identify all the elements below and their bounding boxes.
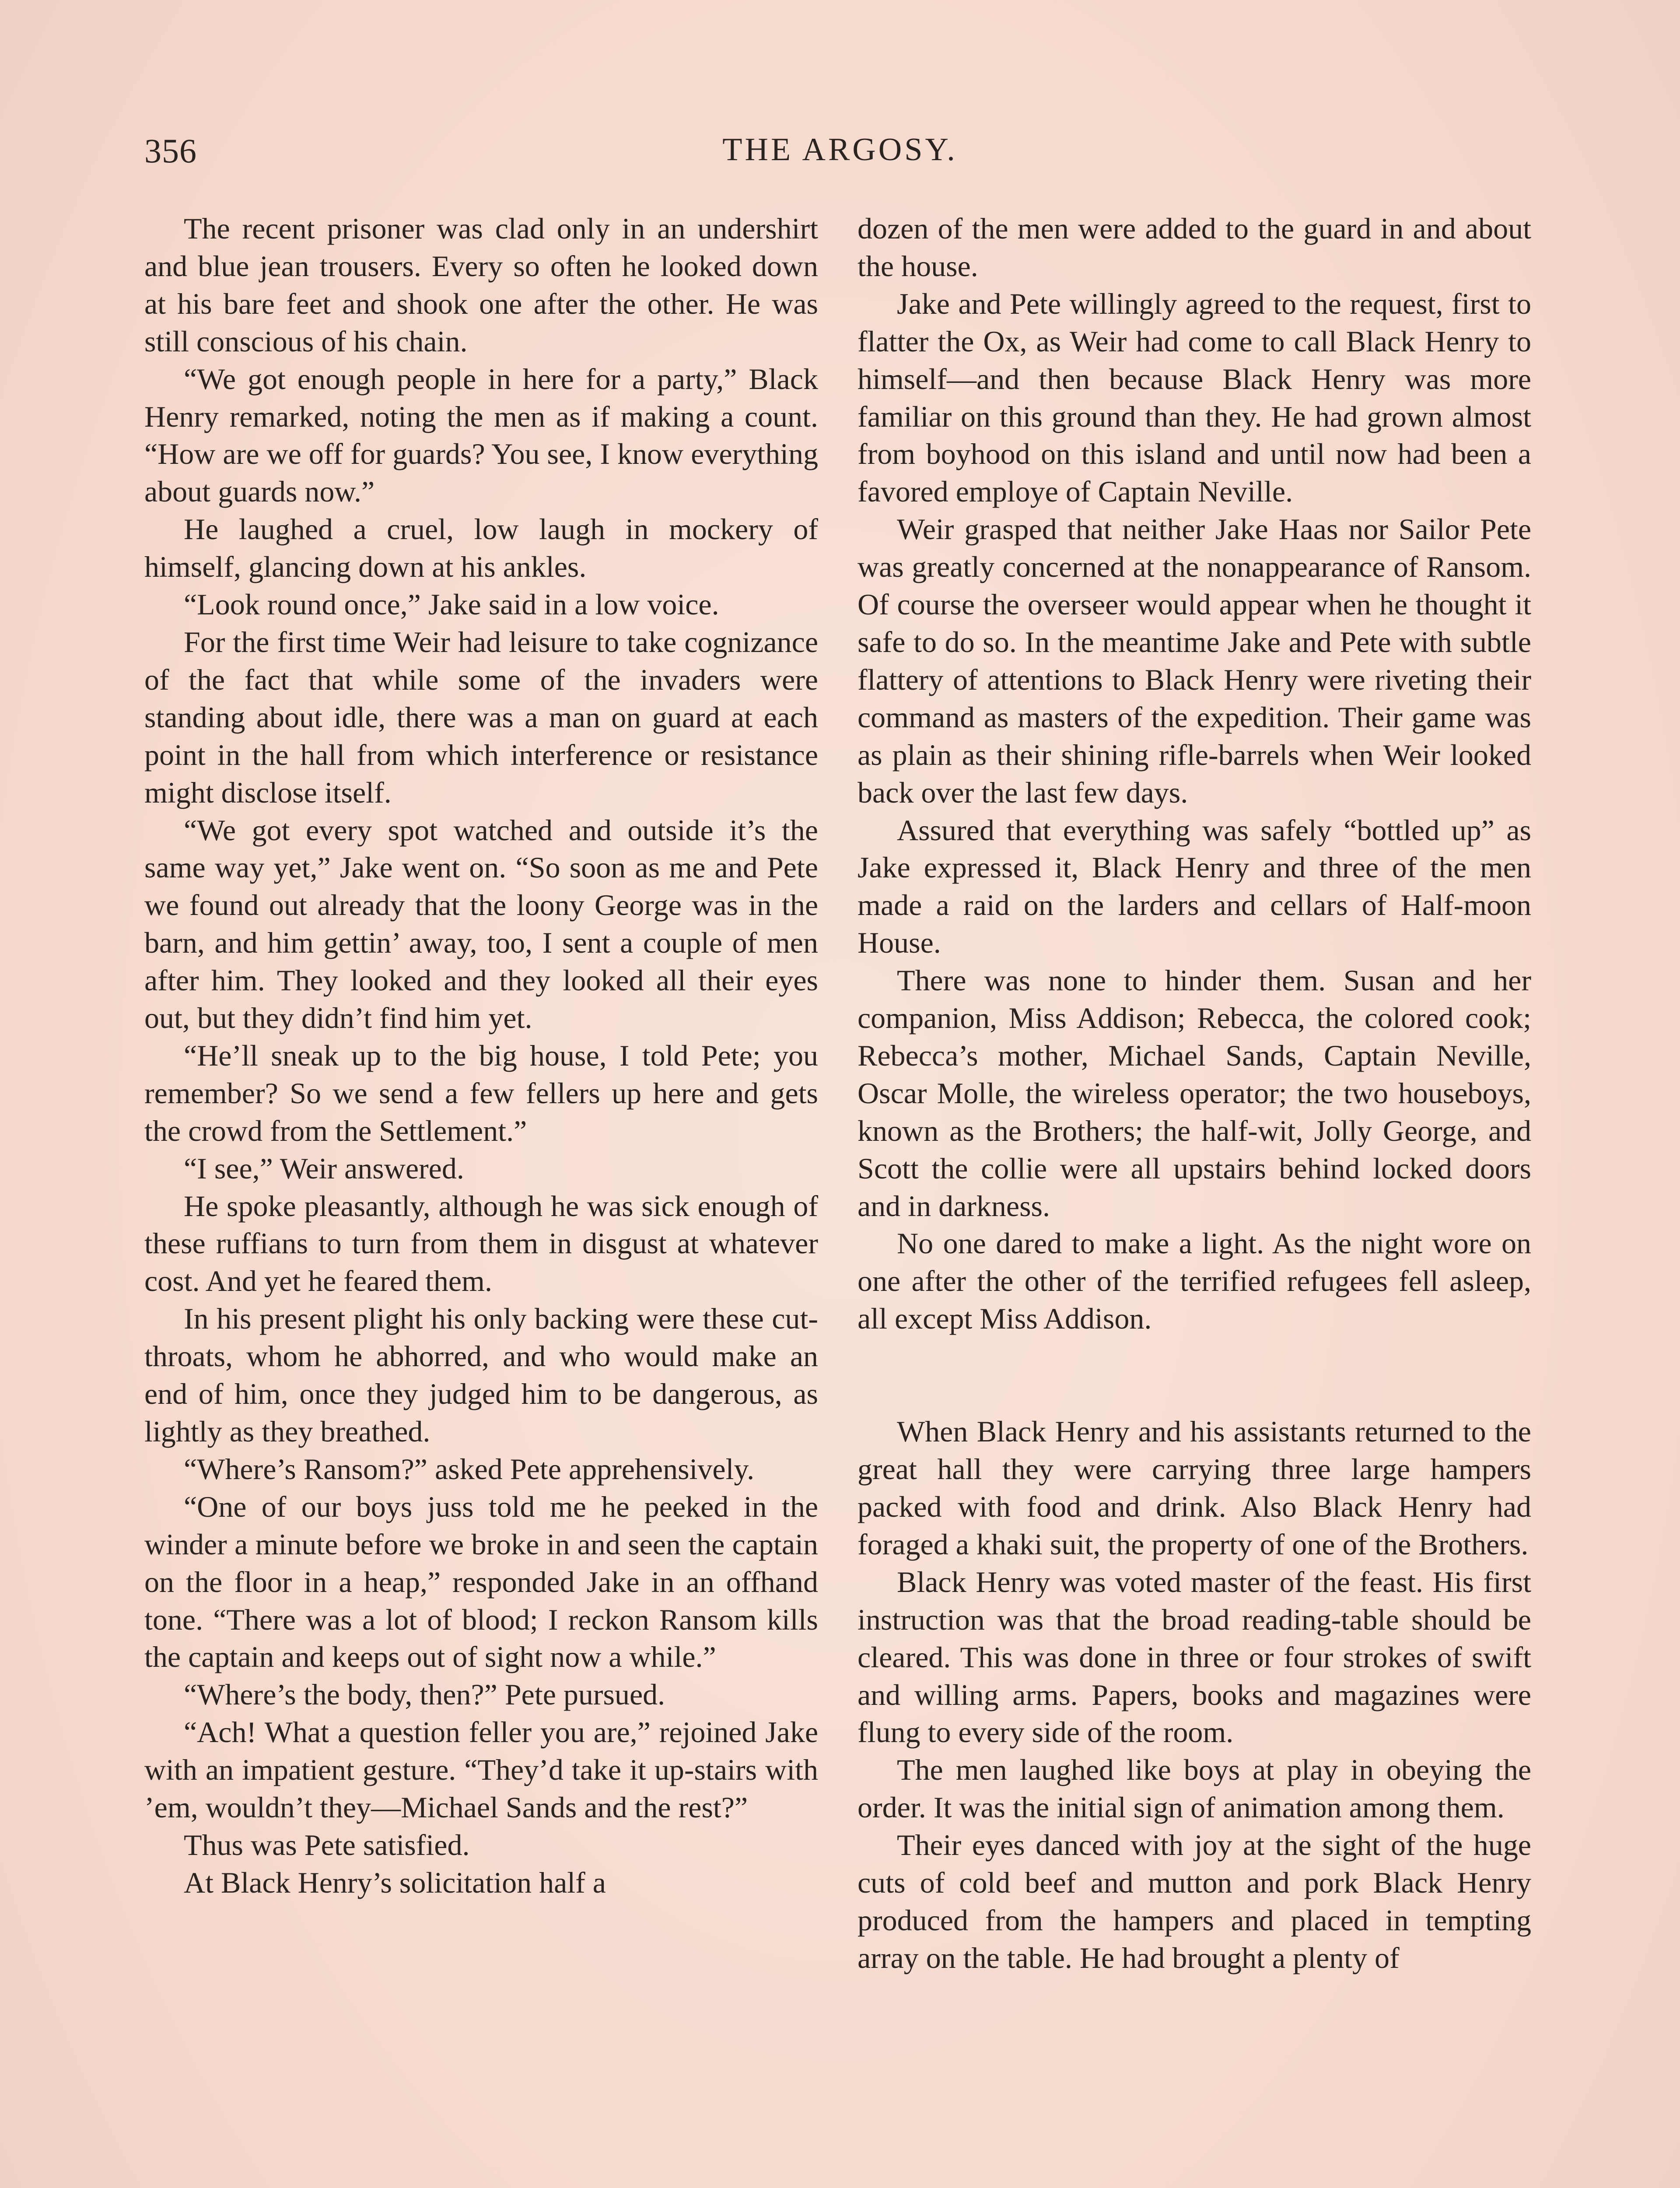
paragraph: Thus was Pete satisfied. [184, 1828, 470, 1862]
paragraph: Jake and Pete willingly agreed to the request, first to flatter the Ox, as Weir had come to call Black Henry to himself—and then because Black Henry was more familiar on this ground than they. He had grown almost from boyhood on this island and until now had been a favored employe of Captain Neville. [858, 287, 1531, 508]
paragraph: No one dared to make a light. As the night wore on one after the other of the terrified refugees fell asleep, all except Miss Addison. [858, 1227, 1531, 1336]
paragraph: At Black Henry’s solicitation half a [184, 1865, 606, 1899]
paragraph: He spoke pleasantly, although he was sick enough of these ruffians to turn from them in disgust at whatever cost. And yet he feared them. [144, 1189, 818, 1298]
paragraph: For the first time Weir had leisure to take cognizance of the fact that while some of the invaders were standing about idle, there was a man on guard at each point in the hall from which interference or resistance might disclose itself. [144, 625, 818, 809]
paragraph: Their eyes danced with joy at the sight of the huge cuts of cold beef and mutton and pork Black Henry produced from the hampers and placed in tempting array on the table. He had brought a plenty of [858, 1828, 1531, 1974]
right-column [858, 210, 1531, 1977]
paragraph: “He’ll sneak up to the big house, I told Pete; you remember? So we send a few fellers up here and gets the crowd from the Settlement.” [144, 1038, 818, 1147]
paragraph: When Black Henry and his assistants returned to the great hall they were carrying three large hampers packed with food and drink. Also Black Henry had foraged a khaki suit, the property of one of the Brothers. [858, 1415, 1531, 1561]
section-break [858, 1338, 1531, 1413]
running-head: THE ARGOSY. [722, 132, 958, 168]
paragraph: He laughed a cruel, low laugh in mockery of himself, glancing down at his ankles. [144, 512, 818, 584]
left-column [144, 210, 818, 1902]
paragraph: Weir grasped that neither Jake Haas nor Sailor Pete was greatly concerned at the nonappearance of Ransom. Of course the overseer would appear when he thought it safe to do so. In the meantime Jake and Pete with subtle flattery of attentions to Black Henry were riveting their command as masters of the expedition. Their game was as plain as their shining rifle-barrels when Weir looked back over the last few days. [858, 512, 1531, 809]
paragraph: In his present plight his only backing were these cut-throats, whom he abhorred, and who would make an end of him, once they judged him to be dangerous, as lightly as they breathed. [144, 1302, 818, 1448]
paragraph: “One of our boys juss told me he peeked in the winder a minute before we broke in and seen the captain on the floor in a heap,” responded Jake in an offhand tone. “There was a lot of blood; I reckon Ransom kills the captain and keeps out of sight now a while.” [144, 1490, 818, 1674]
paragraph: Assured that everything was safely “bottled up” as Jake expressed it, Black Henry and three of the men made a raid on the larders and cellars of Half-moon House. [858, 813, 1531, 960]
paragraph: “Where’s the body, then?” Pete pursued. [184, 1678, 665, 1711]
paragraph: “We got every spot watched and outside it’s the same way yet,” Jake went on. “So soon as me and Pete we found out already that the loony George was in the barn, and him gettin’ away, too, I sent a couple of men after him. They looked and they looked all their eyes out, but they didn’t find him yet. [144, 813, 818, 1035]
paragraph: The recent prisoner was clad only in an undershirt and blue jean trousers. Every so often he looked down at his bare feet and shook one after the other. He was still conscious of his chain. [144, 212, 818, 358]
paragraph-continued: dozen of the men were added to the guard in and about the house. [858, 212, 1531, 283]
paragraph: “I see,” Weir answered. [184, 1151, 464, 1185]
page-header [144, 131, 1536, 179]
paragraph: “Ach! What a question feller you are,” rejoined Jake with an impatient gesture. “They’d take it up-stairs with ’em, wouldn’t they—Michael Sands and the rest?” [144, 1715, 818, 1824]
paragraph: “We got enough people in here for a party,” Black Henry remarked, noting the men as if making a count. “How are we off for guards? You see, I know everything about guards now.” [144, 362, 818, 508]
paragraph: Black Henry was voted master of the feast. His first instruction was that the broad reading-table should be cleared. This was done in three or four strokes of swift and willing arms. Papers, books and magazines were flung to every side of the room. [858, 1565, 1531, 1749]
page-number: 356 [144, 132, 197, 170]
paragraph: “Where’s Ransom?” asked Pete apprehensively. [184, 1452, 755, 1486]
paragraph: “Look round once,” Jake said in a low voice. [184, 588, 719, 621]
paragraph: There was none to hinder them. Susan and her companion, Miss Addison; Rebecca, the colored cook; Rebecca’s mother, Michael Sands, Captain Neville, Oscar Molle, the wireless operator; the two houseboys, known as the Brothers; the half-wit, Jolly George, and Scott the collie were all upstairs behind locked doors and in darkness. [858, 964, 1531, 1223]
paragraph: The men laughed like boys at play in obeying the order. It was the initial sign of animation among them. [858, 1753, 1531, 1824]
